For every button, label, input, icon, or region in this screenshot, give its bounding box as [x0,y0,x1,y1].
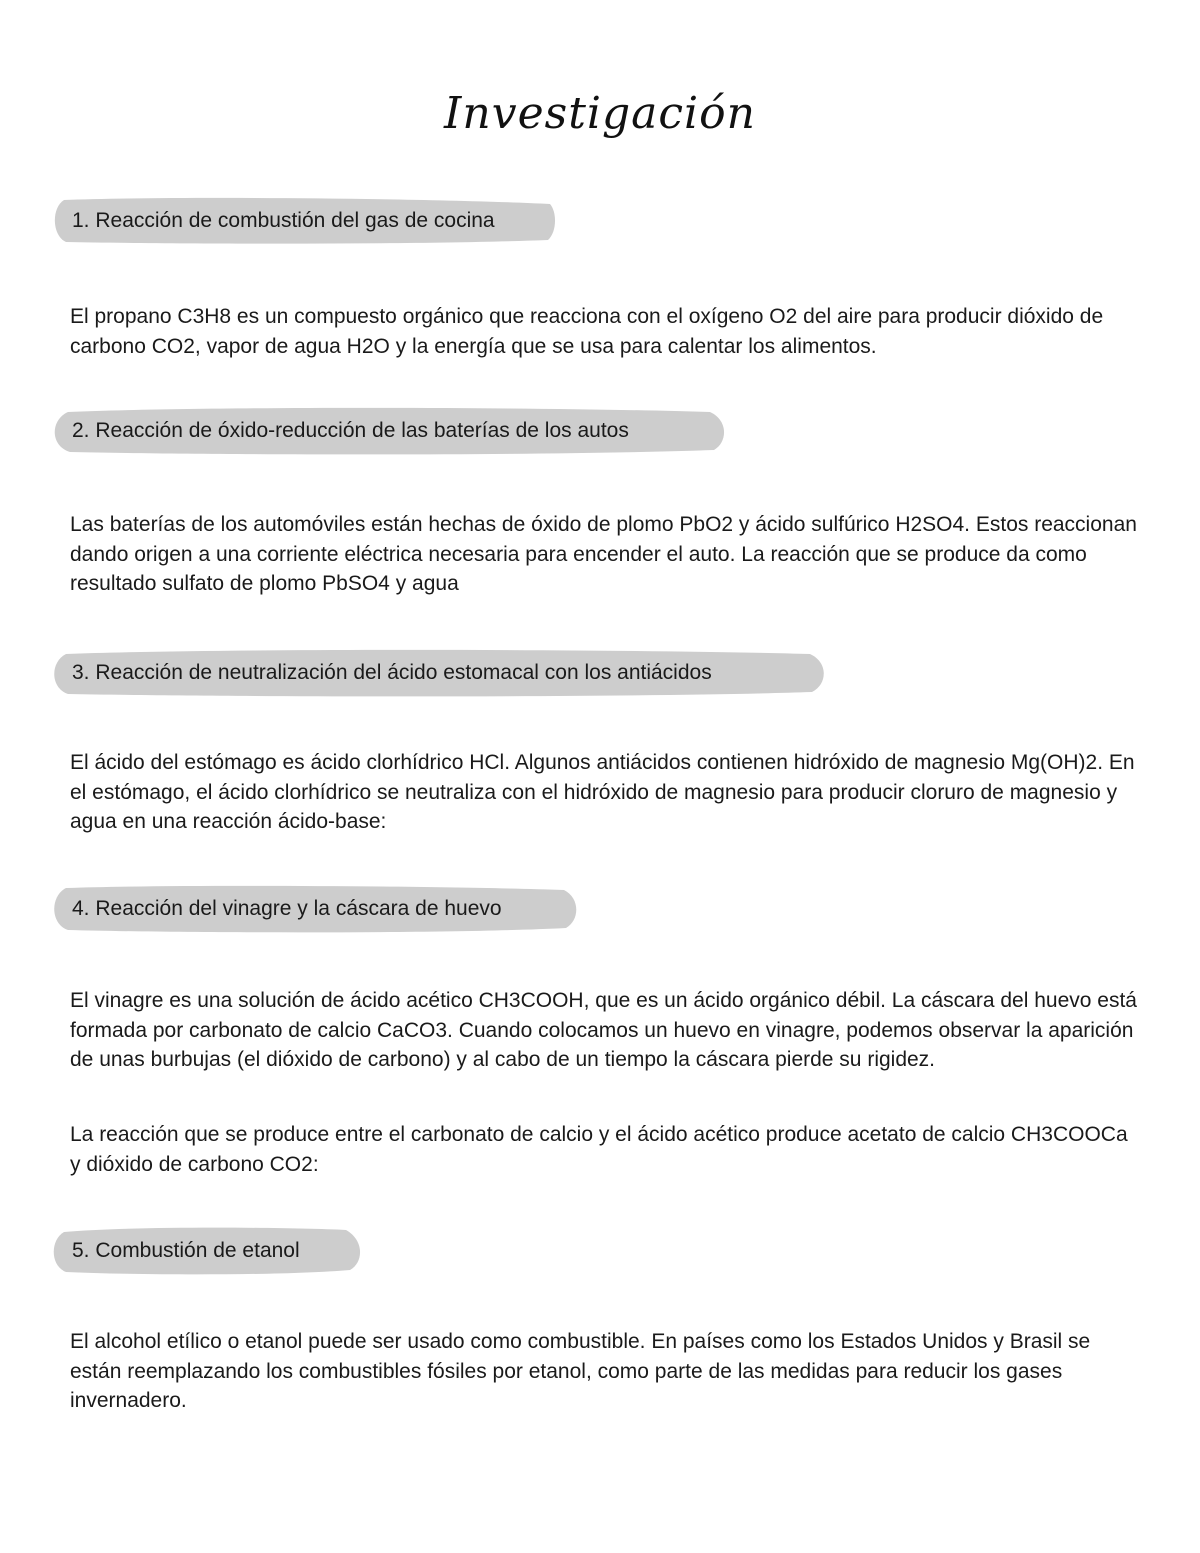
section-heading-1 [50,196,558,246]
section-heading-5 [50,1226,362,1276]
section-heading-label: 4. Reacción del vinagre y la cáscara de huevo [72,897,502,920]
section-heading-label: 3. Reacción de neutralización del ácido estomacal con los antiácidos [72,661,712,684]
section-heading-4 [50,884,578,934]
section-paragraph: El propano C3H8 es un compuesto orgánico que reacciona con el oxígeno O2 del aire para producir dióxido de carbono CO2, vapor de agua H2O y la energía que se usa para calentar los alimentos. [70,305,1104,358]
section-paragraph: Las baterías de los automóviles están hechas de óxido de plomo PbO2 y ácido sulfúrico H2SO4. Estos reaccionan dando origen a una corriente eléctrica necesaria para encender el auto. La reacción que se produce da como resultado sulfato de plomo PbSO4 y agua [70,513,1137,595]
section-heading-label: 1. Reacción de combustión del gas de cocina [72,209,495,232]
section-heading-label: 5. Combustión de etanol [72,1239,300,1262]
page-title: Investigación [444,88,756,139]
section-heading-label: 2. Reacción de óxido-reducción de las baterías de los autos [72,419,629,442]
section-paragraph: El alcohol etílico o etanol puede ser usado como combustible. En países como los Estados Unidos y Brasil se están reemplazando los combustibles fósiles por etanol, como parte de las medidas para reducir los gases invernadero. [70,1330,1091,1412]
section-heading-3 [50,648,826,698]
section-paragraph: El ácido del estómago es ácido clorhídrico HCl. Algunos antiácidos contienen hidróxido de magnesio Mg(OH)2. En el estómago, el ácido clorhídrico se neutraliza con el hidróxido de magnesio para producir cloruro de magnesio y agua en una reacción ácido-base: [70,751,1135,833]
section-heading-2 [50,406,728,456]
section-paragraph: El vinagre es una solución de ácido acético CH3COOH, que es un ácido orgánico débil. La cáscara del huevo está formada por carbonato de calcio CaCO3. Cuando colocamos un huevo en vinagre, podemos observar la aparición de unas burbujas (el dióxido de carbono) y al cabo de un tiempo la cáscara pierde su rigidez. [70,989,1137,1071]
section-paragraph: La reacción que se produce entre el carbonato de calcio y el ácido acético produce acetato de calcio CH3COOCa y dióxido de carbono CO2: [70,1123,1128,1176]
